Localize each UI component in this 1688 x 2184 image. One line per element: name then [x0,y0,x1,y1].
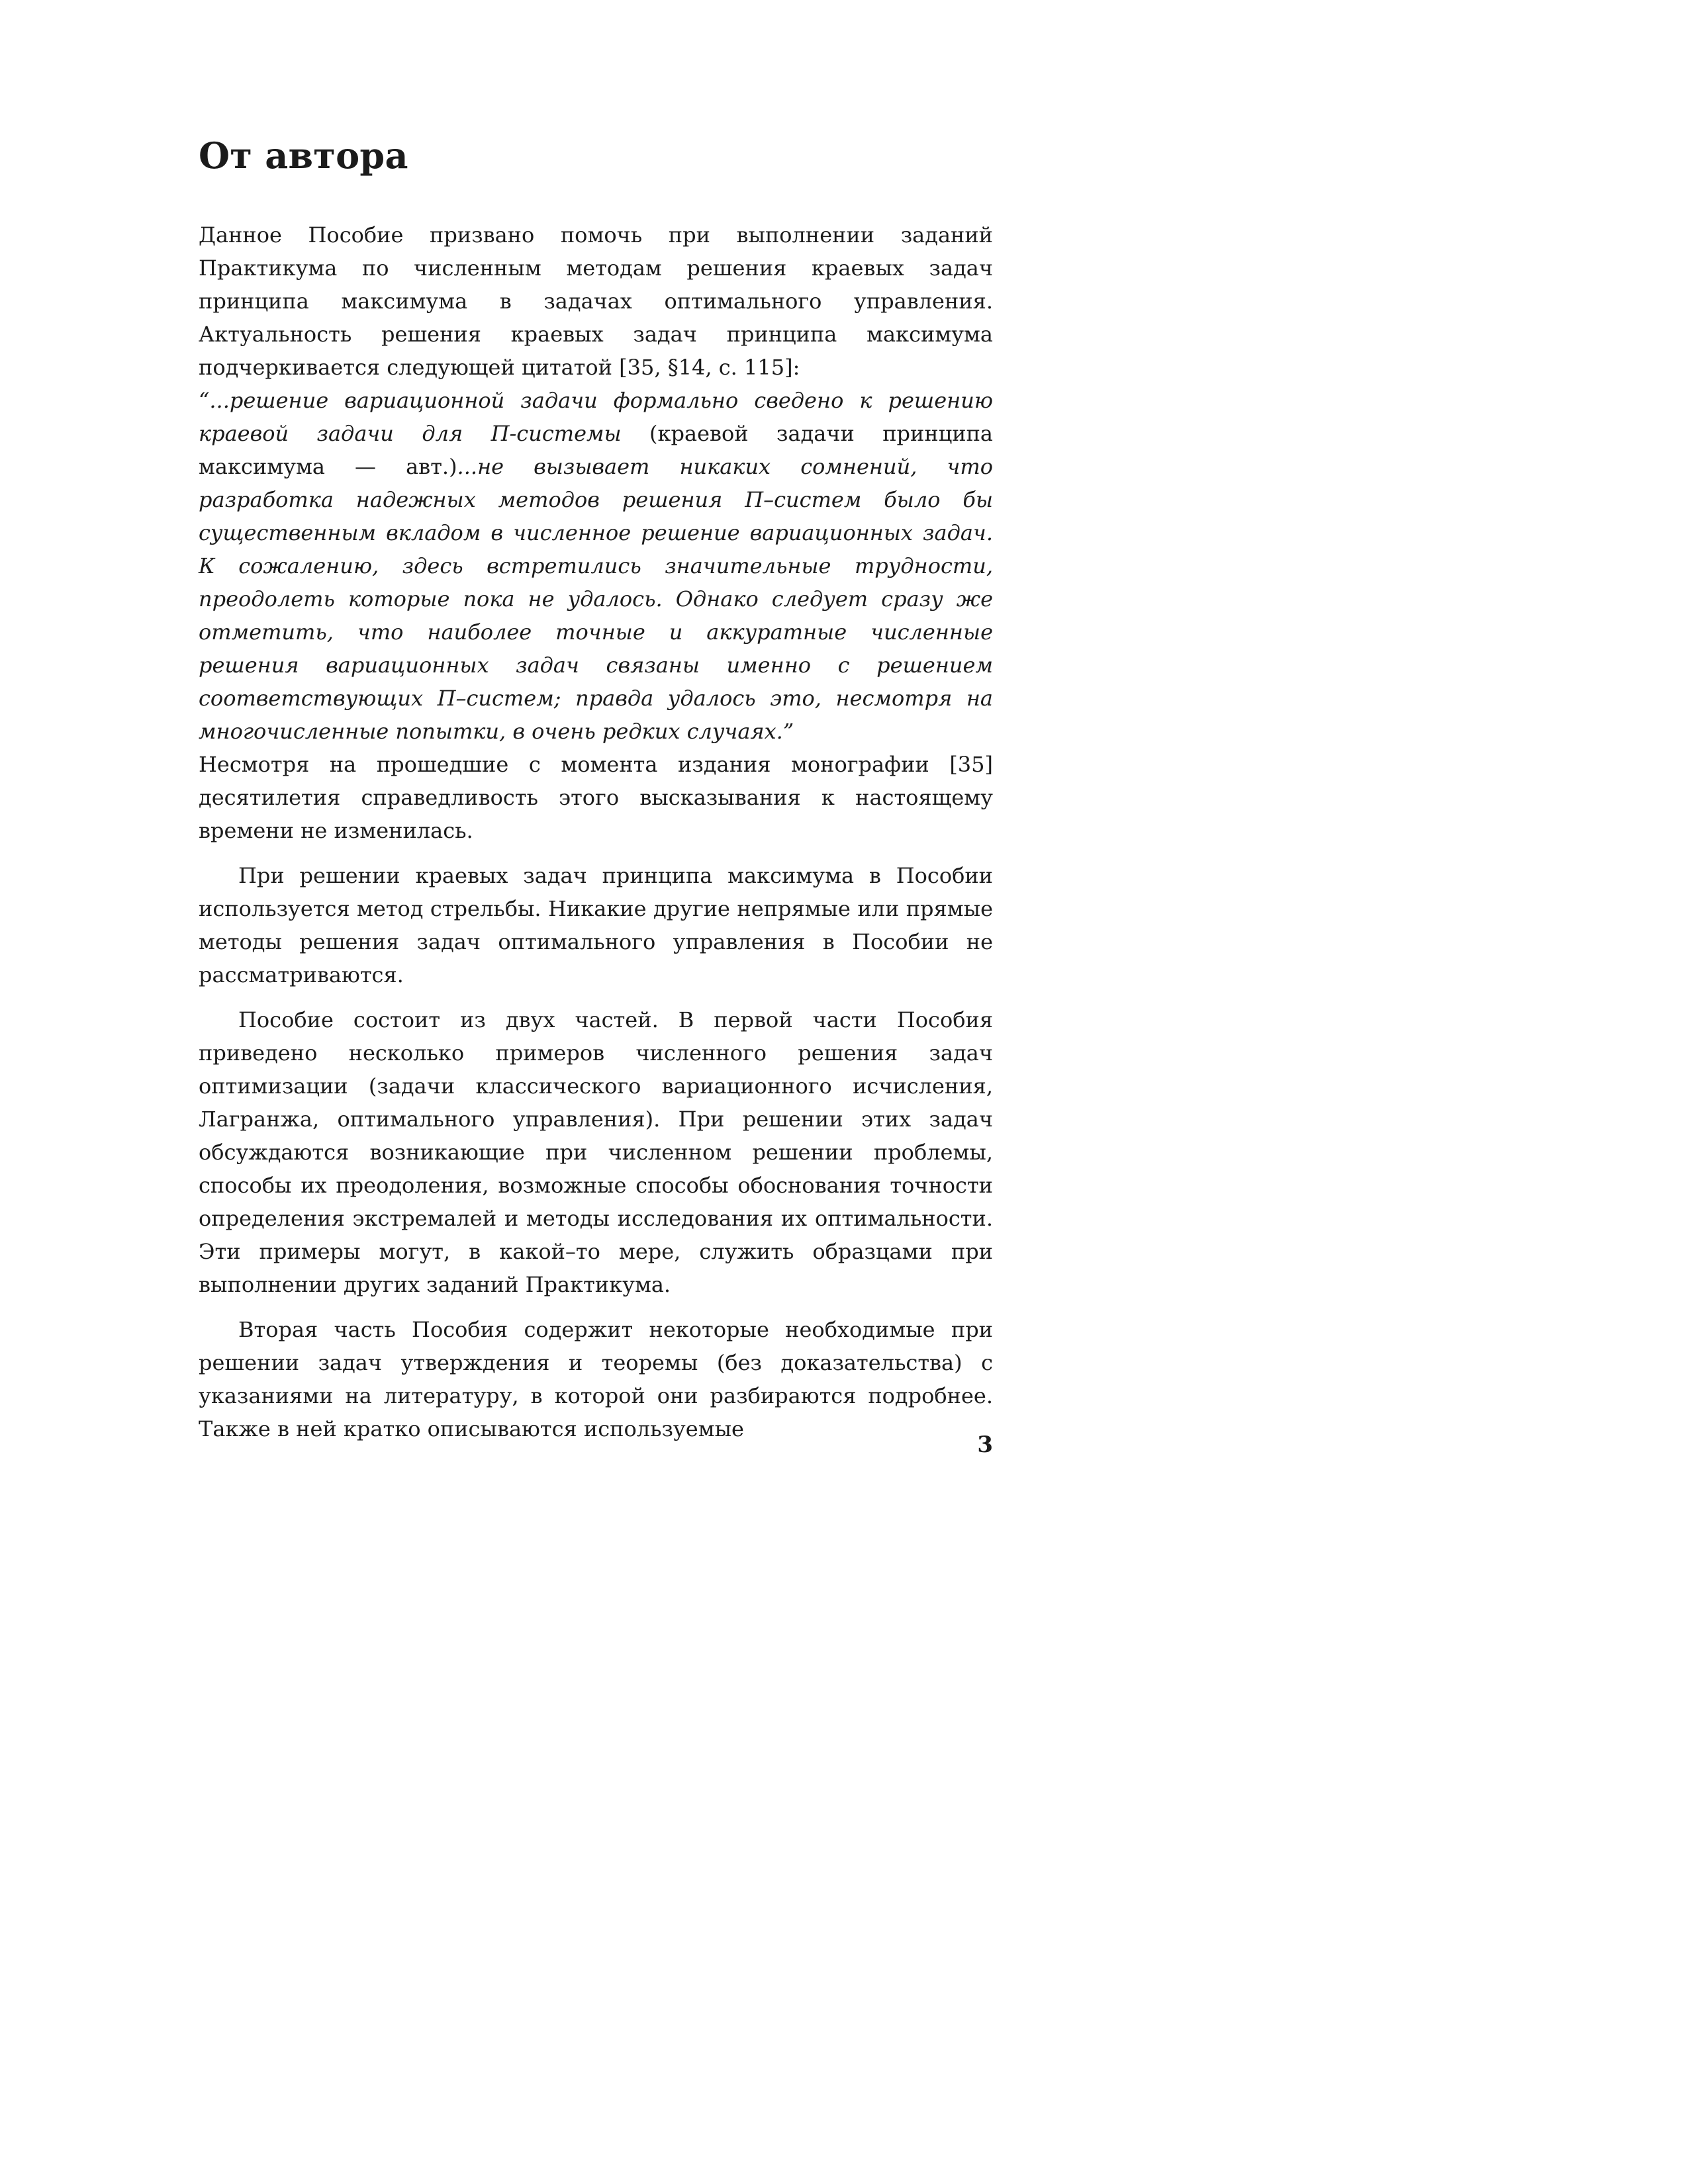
quote-author-insert: (краевой задачи принципа максимума — авт.) [199,421,994,479]
intro-paragraph: Данное Пособие призвано помочь при выполнении заданий Практикума по численным методам решения краевых задач принципа максимума в задачах оптимального управления. Актуальность решения краевых задач принципа максимума подчеркивается следующей цитатой [35, §14, с. 115]: [199,222,993,380]
page-title: От автора [199,134,408,177]
page-number: 3 [977,1432,993,1458]
after-quote-paragraph: Несмотря на прошедшие с момента издания монографии [35] десятилетия справедливость этого высказывания к настоящему времени не изменилась. [199,752,993,843]
quote-part-1: “...решение вариационной задачи формально сведено к решению краевой задачи для П-системы [199,388,993,446]
body-text [199,218,993,1445]
page-content [199,132,993,1445]
paragraph-shooting-method: При решении краевых задач принципа максимума в Пособии используется метод стрельбы. Никакие другие непрямые или прямые методы решения задач оптимального управления в Пособии не рассматриваются. [199,863,993,987]
quotation [199,384,993,748]
paragraph-first-part: Пособие состоит из двух частей. В первой части Пособия приведено несколько примеров численного решения задач оптимизации (задачи классического вариационного исчисления, Лагранжа, оптимального управления). При решении этих задач обсуждаются возникающие при численном решении проблемы, способы их преодоления, возможные способы обоснования точности определения экстремалей и методы исследования их оптимальности. Эти примеры могут, в какой–то мере, служить образцами при выполнении других заданий Практикума. [199,1007,993,1297]
paragraph-second-part: Вторая часть Пособия содержит некоторые необходимые при решении задач утверждения и теоремы (без доказательства) с указаниями на литературу, в которой они разбираются подробнее. Также в ней кратко описываются используемые [199,1317,993,1441]
quote-part-2: ...не вызывает никаких сомнений, что разработка надежных методов решения П–систем было бы существенным вкладом в численное решение вариационных задач. К сожалению, здесь встретились значительные трудности, преодолеть которые пока не удалось. Однако следует сразу же отметить, что наиболее точные и аккуратные численные решения вариационных задач связаны именно с решением соответствующих П–систем; правда удалось это, несмотря на многочисленные попытки, в очень редких случаях.” [199,454,993,744]
